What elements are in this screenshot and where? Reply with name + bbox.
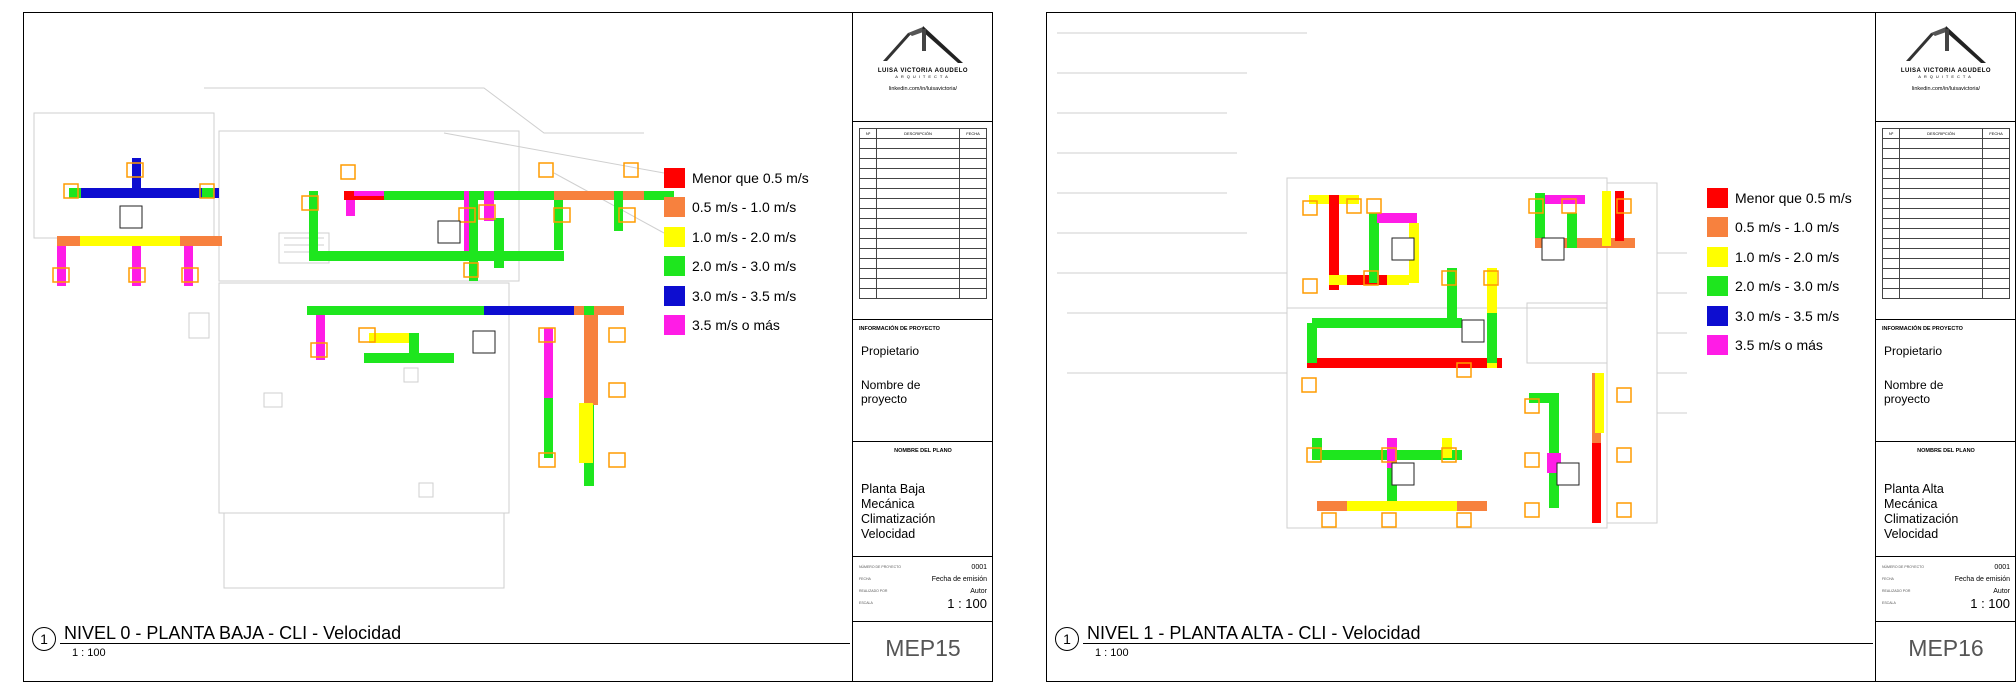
- project-name-field: Nombre de proyecto: [1884, 378, 1944, 406]
- sheet-scale: 1 : 100: [947, 595, 987, 611]
- legend-swatch: [1707, 306, 1728, 326]
- linkedin-link[interactable]: linkedin.com/in/luisavictoria/: [888, 86, 958, 92]
- revisions-table: [859, 128, 987, 299]
- view-title: NIVEL 0 - PLANTA BAJA - CLI - Velocidad: [64, 623, 402, 643]
- legend-label: 0.5 m/s - 1.0 m/s: [692, 199, 797, 216]
- project-info-section: [1876, 320, 2016, 442]
- legend-swatch: [664, 197, 685, 217]
- brand-name: LUISA VICTORIA AGUDELO: [877, 68, 969, 74]
- owner-field: Propietario: [861, 344, 920, 358]
- scale-key: ESCALA: [1882, 601, 1896, 605]
- plan-name-line-4: Velocidad: [861, 527, 916, 541]
- project-number: 0001: [1994, 563, 2010, 571]
- plan-name-line-3: Climatización: [861, 512, 936, 526]
- legend-swatch: [1707, 276, 1728, 296]
- revisions-section: [1876, 122, 2016, 320]
- plan-name-line-1: Planta Alta: [1884, 482, 1944, 496]
- drawing-area: [24, 13, 852, 681]
- rev-header-date: FECHA: [960, 129, 987, 139]
- legend-swatch: [664, 168, 685, 188]
- legend-swatch: [1707, 188, 1728, 208]
- legend-label: 3.0 m/s - 3.5 m/s: [692, 287, 797, 304]
- rev-header-date: FECHA: [1983, 129, 2010, 139]
- project-number: 0001: [971, 563, 987, 571]
- drawing-area: [1047, 13, 1875, 681]
- legend-swatch: [664, 227, 685, 247]
- duct-network: [1307, 191, 1635, 523]
- hvac-floor-plan-upper: [1047, 13, 1875, 681]
- plan-name-section: [853, 442, 993, 557]
- sheet-number: MEP15: [885, 635, 961, 661]
- architect-logo-icon: [878, 21, 968, 66]
- view-number: 1: [1055, 627, 1079, 651]
- velocity-legend: [1707, 183, 1852, 360]
- legend-label: Menor que 0.5 m/s: [1735, 189, 1852, 206]
- legend-item: [664, 281, 809, 311]
- rev-header-number: Nº: [860, 129, 877, 139]
- legend-swatch: [1707, 247, 1728, 267]
- plan-name-line-2: Mecánica: [861, 497, 915, 511]
- legend-item: [664, 222, 809, 252]
- velocity-legend: [664, 163, 809, 340]
- project-info-label: INFORMACIÓN DE PROYECTO: [1882, 326, 1963, 332]
- project-number-key: NÚMERO DE PROYECTO: [1882, 565, 1924, 569]
- legend-item: [664, 193, 809, 223]
- legend-label: 3.5 m/s o más: [1735, 337, 1823, 354]
- legend-label: 0.5 m/s - 1.0 m/s: [1735, 219, 1840, 236]
- view-title-block: [1055, 623, 1865, 661]
- plan-name-label: NOMBRE DEL PLANO: [1917, 448, 1975, 454]
- legend-label: 3.0 m/s - 3.5 m/s: [1735, 307, 1840, 324]
- author: Autor: [1993, 587, 2010, 595]
- legend-label: 3.5 m/s o más: [692, 317, 780, 334]
- sheet-number-section: [1876, 622, 2016, 681]
- legend-item: [1707, 183, 1852, 213]
- plan-name-line-4: Velocidad: [1884, 527, 1939, 541]
- legend-swatch: [664, 315, 685, 335]
- legend-label: 2.0 m/s - 3.0 m/s: [1735, 278, 1840, 295]
- author: Autor: [970, 587, 987, 595]
- plan-name-section: [1876, 442, 2016, 557]
- legend-item: [1707, 331, 1852, 361]
- view-scale: 1 : 100: [72, 647, 106, 659]
- plan-name-line-2: Mecánica: [1884, 497, 1938, 511]
- view-number: 1: [32, 627, 56, 651]
- sheet-number: MEP16: [1908, 635, 1984, 661]
- scale-key: ESCALA: [859, 601, 873, 605]
- legend-label: 2.0 m/s - 3.0 m/s: [692, 258, 797, 275]
- title-block: [852, 13, 993, 681]
- date-key: FECHA: [859, 577, 871, 581]
- legend-swatch: [1707, 335, 1728, 355]
- legend-swatch: [664, 256, 685, 276]
- issue-date: Fecha de emisión: [931, 575, 987, 583]
- fan-coil-units: [120, 206, 495, 353]
- view-scale: 1 : 100: [1095, 647, 1129, 659]
- revisions-section: [853, 122, 993, 320]
- title-block: [1875, 13, 2016, 681]
- brand-subtitle: ARQUITECTA: [895, 74, 951, 79]
- owner-field: Propietario: [1884, 344, 1943, 358]
- view-title: NIVEL 1 - PLANTA ALTA - CLI - Velocidad: [1087, 623, 1421, 643]
- duct-network: [57, 158, 674, 486]
- meta-section: [853, 557, 993, 622]
- issue-date: Fecha de emisión: [1954, 575, 2010, 583]
- plan-name-line-1: Planta Baja: [861, 482, 925, 496]
- legend-item: [664, 252, 809, 282]
- rev-header-description: DESCRIPCIÓN: [1900, 129, 1983, 139]
- project-number-key: NÚMERO DE PROYECTO: [859, 565, 901, 569]
- view-title-block: [32, 623, 842, 661]
- legend-label: Menor que 0.5 m/s: [692, 169, 809, 186]
- legend-label: 1.0 m/s - 2.0 m/s: [692, 228, 797, 245]
- sheet-scale: 1 : 100: [1970, 595, 2010, 611]
- linkedin-link[interactable]: linkedin.com/in/luisavictoria/: [1911, 86, 1981, 92]
- project-info-section: [853, 320, 993, 442]
- plan-name-label: NOMBRE DEL PLANO: [894, 448, 952, 454]
- rev-header-description: DESCRIPCIÓN: [877, 129, 960, 139]
- legend-item: [1707, 301, 1852, 331]
- hvac-floor-plan-ground: [24, 13, 852, 681]
- architect-logo-icon: [1901, 21, 1991, 66]
- brand-subtitle: ARQUITECTA: [1918, 74, 1974, 79]
- legend-item: [1707, 213, 1852, 243]
- legend-label: 1.0 m/s - 2.0 m/s: [1735, 248, 1840, 265]
- sheet-mep16: [1046, 12, 2016, 682]
- brand-section: [853, 13, 993, 122]
- legend-item: [1707, 272, 1852, 302]
- legend-right: [1707, 183, 1877, 373]
- plan-name-line-3: Climatización: [1884, 512, 1959, 526]
- revisions-table: [1882, 128, 2010, 299]
- brand-name: LUISA VICTORIA AGUDELO: [1900, 68, 1992, 74]
- sheet-number-section: [853, 622, 993, 681]
- legend-item: [664, 163, 809, 193]
- date-key: FECHA: [1882, 577, 1894, 581]
- meta-section: [1876, 557, 2016, 622]
- legend-swatch: [1707, 217, 1728, 237]
- legend-swatch: [664, 286, 685, 306]
- sheet-mep15: [23, 12, 993, 682]
- legend-item: [664, 311, 809, 341]
- author-key: REALIZADO POR: [859, 589, 888, 593]
- legend-item: [1707, 242, 1852, 272]
- project-info-label: INFORMACIÓN DE PROYECTO: [859, 326, 940, 332]
- brand-section: [1876, 13, 2016, 122]
- project-name-field: Nombre de proyecto: [861, 378, 921, 406]
- legend-left: [664, 163, 854, 353]
- author-key: REALIZADO POR: [1882, 589, 1911, 593]
- rev-header-number: Nº: [1883, 129, 1900, 139]
